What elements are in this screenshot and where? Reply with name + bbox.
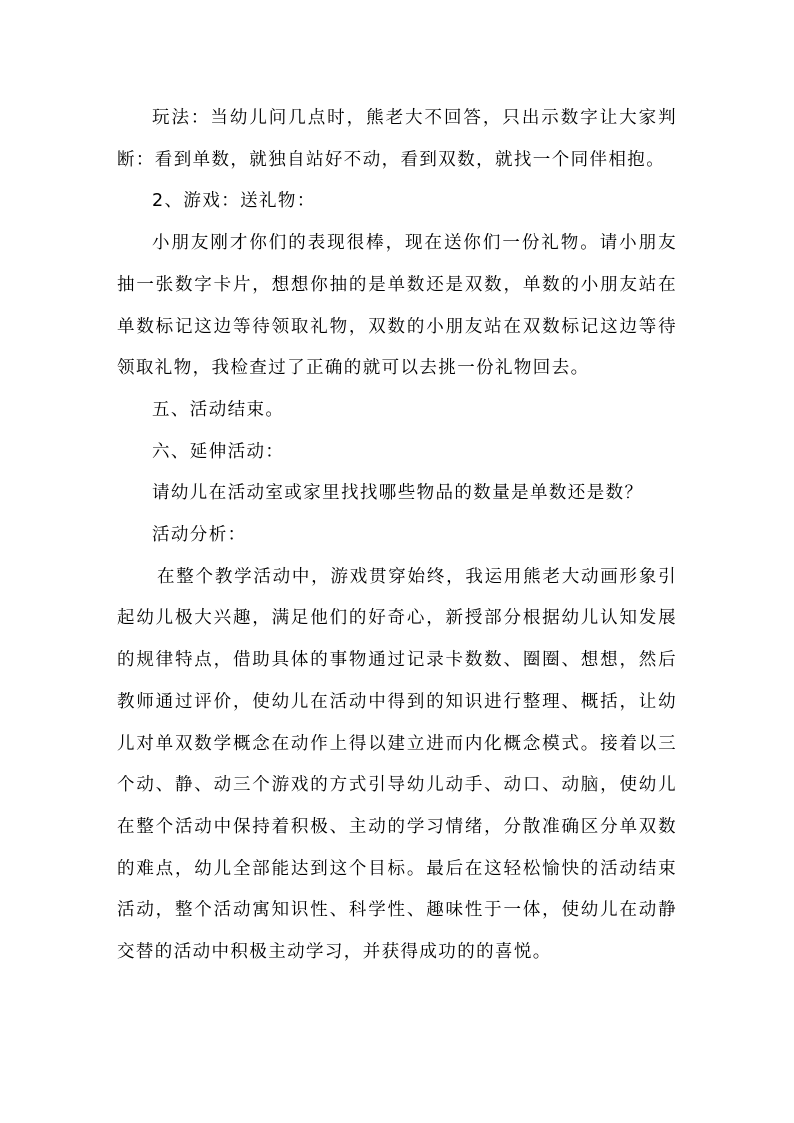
paragraph-analysis-body: 在整个教学活动中，游戏贯穿始终，我运用熊老大动画形象引起幼儿极大兴趣，满足他们的好奇心，新授部分根据幼儿认知发展的规律特点，借助具体的事物通过记录卡数数、圈圈、想想，然后教师通过评价，使幼儿在活动中得到的知识进行整理、概括，让幼儿对单双数学概念在动作上得以建立进而内化概念模式。接着以三个动、静、动三个游戏的方式引导幼儿动手、动口、动脑，使幼儿在整个活动中保持着积极、主动的学习情绪，分散准确区分单双数的难点，幼儿全部能达到这个目标。最后在这轻松愉快的活动结束活动，整个活动寓知识性、科学性、趣味性于一体，使幼儿在动静交替的活动中积极主动学习，并获得成功的的喜悦。 <box>117 566 677 963</box>
paragraph-game-rules: 玩法：当幼儿问几点时，熊老大不回答，只出示数字让大家判断：看到单数，就独自站好不动，看到双数，就找一个同伴相抱。 <box>117 108 677 170</box>
heading-activity-end: 五、活动结束。 <box>152 399 285 420</box>
paragraph-gift-instructions: 小朋友刚才你们的表现很棒，现在送你们一份礼物。请小朋友抽一张数字卡片，想想你抽的是单数还是双数，单数的小朋友站在单数标记这边等待领取礼物，双数的小朋友站在双数标记这边等待领取礼物，我检查过了正确的就可以去挑一份礼物回去。 <box>117 233 677 379</box>
heading-extension-activity: 六、延伸活动： <box>152 441 285 462</box>
heading-gift-game: 2、游戏：送礼物： <box>152 191 316 212</box>
document-body <box>117 98 677 974</box>
paragraph-extension-task: 请幼儿在活动室或家里找找哪些物品的数量是单数还是数？ <box>152 483 644 504</box>
heading-activity-analysis: 活动分析： <box>152 525 247 546</box>
